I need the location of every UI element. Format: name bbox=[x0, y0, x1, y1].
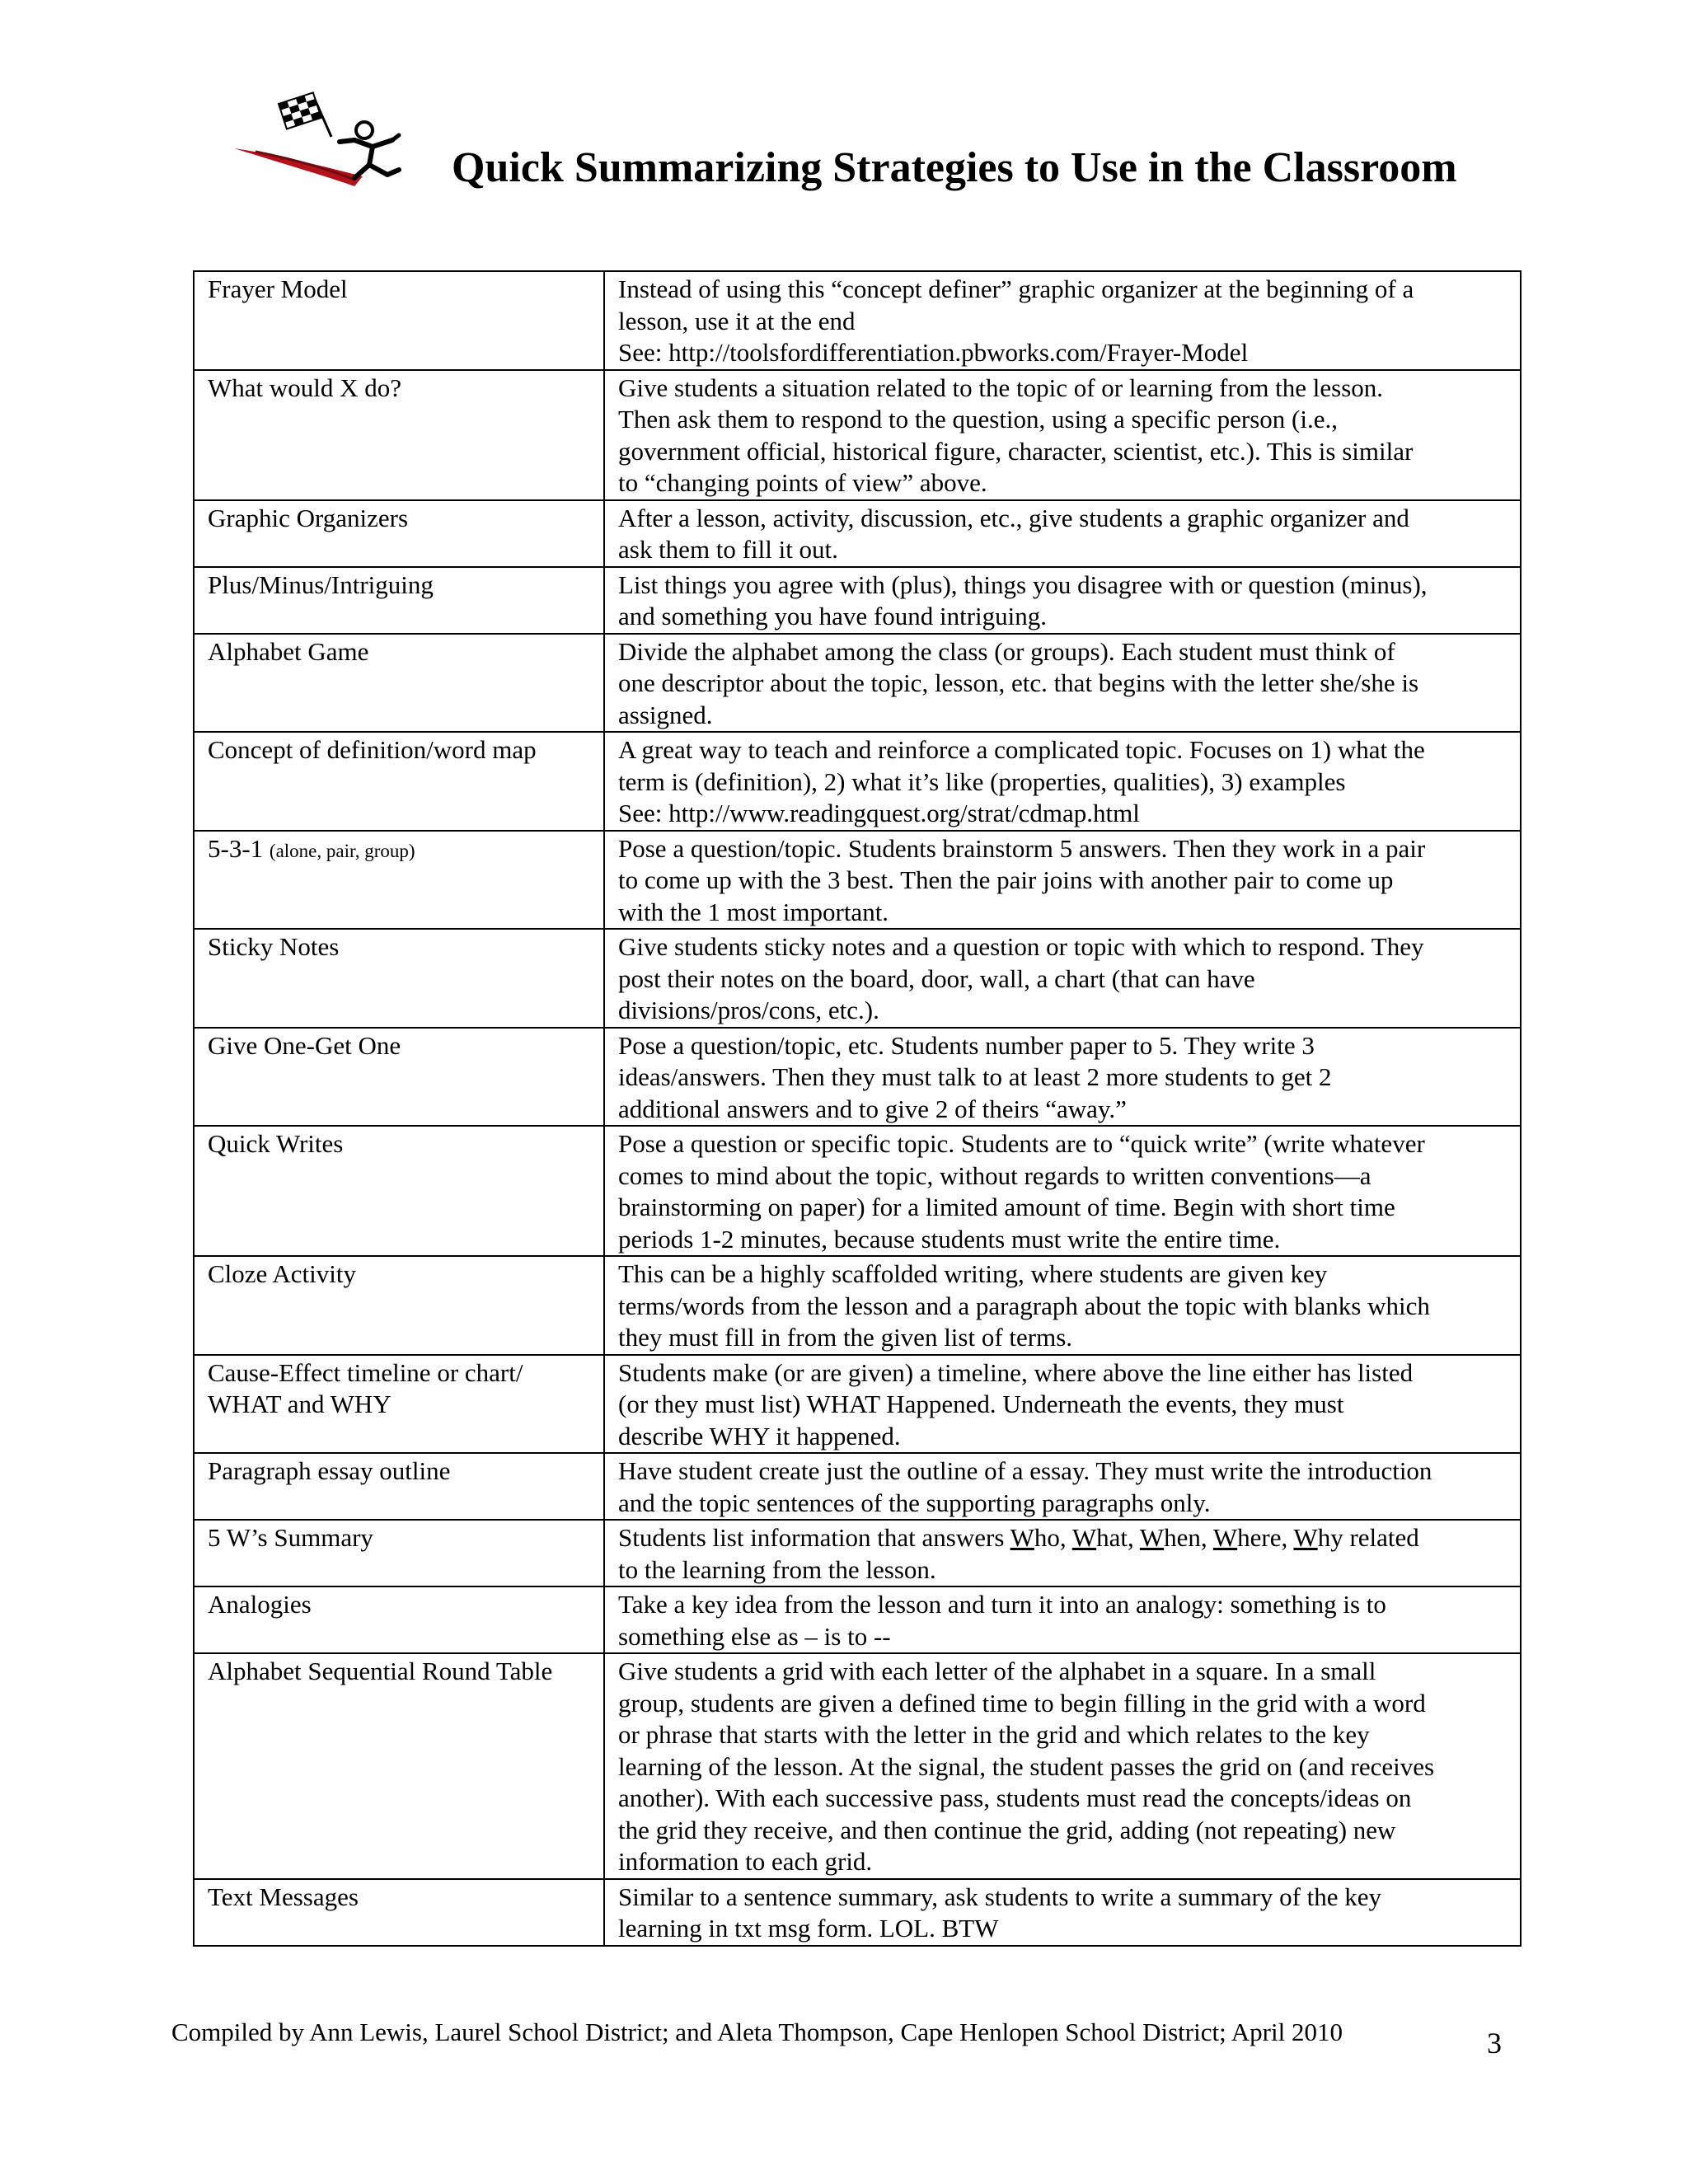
table-row bbox=[194, 831, 1521, 930]
description-line: post their notes on the board, door, wall, a chart (that can have bbox=[618, 963, 1255, 993]
strategy-name-cell bbox=[194, 1586, 604, 1653]
strategy-name-cell bbox=[194, 732, 604, 831]
underlined-letter: W bbox=[1139, 1523, 1165, 1552]
description-line: Give students sticky notes and a question or topic with which to respond. They bbox=[618, 932, 1424, 961]
strategy-name-cell bbox=[194, 634, 604, 733]
description-line: describe WHY it happened. bbox=[618, 1421, 901, 1451]
description-line: periods 1-2 minutes, because students must write the entire time. bbox=[618, 1224, 1281, 1254]
underlined-letter: W bbox=[1010, 1523, 1034, 1552]
description-line: comes to mind about the topic, without regards to written conventions—a bbox=[618, 1160, 1372, 1190]
underlined-letter: W bbox=[1071, 1523, 1097, 1552]
description-line: divisions/pros/cons, etc.). bbox=[618, 996, 879, 1024]
page-title: Quick Summarizing Strategies to Use in the Classroom bbox=[452, 144, 1457, 191]
strategy-description-cell bbox=[604, 1879, 1521, 1946]
strategies-table bbox=[193, 270, 1522, 1947]
description-line: Then ask them to respond to the question, using a specific person (i.e., bbox=[618, 405, 1338, 434]
description-line: Instead of using this “concept definer” graphic organizer at the beginning of a bbox=[618, 274, 1414, 303]
strategy-description-cell bbox=[604, 1028, 1521, 1127]
footer-credit: Compiled by Ann Lewis, Laurel School District; and Aleta Thompson, Cape Henlopen School District; April 2010 bbox=[171, 2018, 1343, 2046]
strategy-description-cell bbox=[604, 634, 1521, 733]
description-line bbox=[618, 1522, 1508, 1554]
description-line: or phrase that starts with the letter in the grid and which relates to the key bbox=[618, 1720, 1370, 1749]
table-row bbox=[194, 567, 1521, 634]
table-row bbox=[194, 500, 1521, 567]
strategy-name-cell bbox=[194, 1126, 604, 1256]
table-row bbox=[194, 1355, 1521, 1454]
strategy-description-cell bbox=[604, 732, 1521, 831]
strategy-name: Text Messages bbox=[208, 1882, 359, 1911]
strategy-name-cell bbox=[194, 831, 604, 930]
description-line: government official, historical figure, character, scientist, etc.). This is similar bbox=[618, 436, 1414, 466]
underlined-letter: W bbox=[1293, 1523, 1318, 1552]
strategy-name-cell bbox=[194, 271, 604, 370]
strategy-name-cell bbox=[194, 1653, 604, 1879]
description-line: to “changing points of view” above. bbox=[618, 468, 987, 497]
description-segment: hat, bbox=[1096, 1523, 1140, 1552]
description-line: with the 1 most important. bbox=[618, 897, 889, 926]
description-line: List things you agree with (plus), things you disagree with or question (minus), bbox=[618, 569, 1428, 599]
description-segment: hy related bbox=[1317, 1523, 1419, 1552]
description-line: learning in txt msg form. LOL. BTW bbox=[618, 1914, 999, 1943]
description-line: additional answers and to give 2 of theirs “away.” bbox=[618, 1094, 1127, 1123]
strategy-name: Cloze Activity bbox=[208, 1259, 356, 1288]
strategy-name: Give One-Get One bbox=[208, 1030, 401, 1060]
strategy-name: Frayer Model bbox=[208, 274, 348, 303]
strategy-name: Alphabet Game bbox=[208, 636, 369, 666]
strategy-description-cell bbox=[604, 1653, 1521, 1879]
strategy-description-cell bbox=[604, 929, 1521, 1028]
description-line: and the topic sentences of the supporting paragraphs only. bbox=[618, 1488, 1211, 1517]
strategy-name: Cause-Effect timeline or chart/ bbox=[208, 1357, 523, 1387]
description-line: Students make (or are given) a timeline, where above the line either has listed bbox=[618, 1357, 1414, 1387]
table-row bbox=[194, 1879, 1521, 1946]
description-line: learning of the lesson. At the signal, the student passes the grid on (and receives bbox=[618, 1751, 1435, 1781]
table-row bbox=[194, 929, 1521, 1028]
description-line: See: http://toolsfordifferentiation.pbworks.com/Frayer-Model bbox=[618, 338, 1249, 367]
strategy-name-cell bbox=[194, 567, 604, 634]
table-row bbox=[194, 1126, 1521, 1256]
strategy-name-line2: WHAT and WHY bbox=[208, 1390, 392, 1418]
description-line: This can be a highly scaffolded writing, where students are given key bbox=[618, 1259, 1328, 1288]
description-line: assigned. bbox=[618, 700, 713, 729]
description-line: Give students a grid with each letter of the alphabet in a square. In a small bbox=[618, 1657, 1376, 1685]
description-line: lesson, use it at the end bbox=[618, 306, 856, 335]
strategy-name: Plus/Minus/Intriguing bbox=[208, 569, 434, 599]
strategy-description-cell bbox=[604, 1586, 1521, 1653]
description-line: ideas/answers. Then they must talk to at least 2 more students to get 2 bbox=[618, 1062, 1332, 1091]
strategy-description-cell bbox=[604, 271, 1521, 370]
strategy-name-note: (alone, pair, group) bbox=[269, 840, 415, 861]
description-line: Take a key idea from the lesson and turn it into an analogy: something is to bbox=[618, 1590, 1386, 1619]
strategy-description-cell bbox=[604, 1520, 1521, 1586]
strategy-description-cell bbox=[604, 831, 1521, 930]
description-segment: ho, bbox=[1034, 1523, 1072, 1552]
description-line: (or they must list) WHAT Happened. Underneath the events, they must bbox=[618, 1390, 1344, 1418]
description-line: terms/words from the lesson and a paragraph about the topic with blanks which bbox=[618, 1291, 1430, 1320]
strategy-name: Analogies bbox=[208, 1590, 312, 1619]
table-row bbox=[194, 1520, 1521, 1586]
strategy-name-cell bbox=[194, 1520, 604, 1586]
description-line: Pose a question/topic. Students brainstorm 5 answers. Then they work in a pair bbox=[618, 833, 1426, 863]
table-row bbox=[194, 634, 1521, 733]
description-line: information to each grid. bbox=[618, 1847, 873, 1876]
table-row bbox=[194, 271, 1521, 370]
underlined-letter: W bbox=[1212, 1523, 1238, 1552]
table-row bbox=[194, 1256, 1521, 1355]
description-line: something else as – is to -- bbox=[618, 1621, 891, 1651]
description-line: one descriptor about the topic, lesson, etc. that begins with the letter she/she is bbox=[618, 668, 1419, 697]
strategy-name-cell bbox=[194, 500, 604, 567]
strategy-description-cell bbox=[604, 500, 1521, 567]
strategy-name: 5-3-1 bbox=[208, 833, 264, 863]
strategy-name-cell bbox=[194, 1879, 604, 1946]
page-number: 3 bbox=[1487, 2027, 1502, 2060]
description-line: Have student create just the outline of a essay. They must write the introduction bbox=[618, 1456, 1432, 1485]
table-row bbox=[194, 370, 1521, 500]
strategy-name-cell bbox=[194, 1028, 604, 1127]
description-line: Pose a question or specific topic. Students are to “quick write” (write whatever bbox=[618, 1129, 1425, 1158]
description-segment: Students list information that answers bbox=[618, 1523, 1010, 1552]
strategy-name-cell bbox=[194, 1355, 604, 1454]
strategy-name: Concept of definition/word map bbox=[208, 735, 537, 764]
description-segment: hen, bbox=[1164, 1523, 1213, 1552]
strategy-name-cell bbox=[194, 370, 604, 500]
checkered-flag-runner-icon bbox=[231, 89, 412, 196]
description-line: to the learning from the lesson. bbox=[618, 1554, 936, 1584]
strategy-description-cell bbox=[604, 1453, 1521, 1520]
strategy-name: 5 W’s Summary bbox=[208, 1523, 373, 1552]
description-line: Pose a question/topic, etc. Students number paper to 5. They write 3 bbox=[618, 1030, 1315, 1060]
description-line: to come up with the 3 best. Then the pair joins with another pair to come up bbox=[618, 865, 1394, 894]
description-line: See: http://www.readingquest.org/strat/cdmap.html bbox=[618, 799, 1140, 827]
description-line: brainstorming on paper) for a limited amount of time. Begin with short time bbox=[618, 1193, 1395, 1221]
strategy-name-cell bbox=[194, 929, 604, 1028]
strategy-name: Sticky Notes bbox=[208, 932, 340, 961]
strategy-description-cell bbox=[604, 567, 1521, 634]
strategy-name: Quick Writes bbox=[208, 1129, 344, 1158]
table-row bbox=[194, 1453, 1521, 1520]
description-line: Divide the alphabet among the class (or groups). Each student must think of bbox=[618, 636, 1395, 666]
description-line: they must fill in from the given list of terms. bbox=[618, 1323, 1073, 1352]
description-line: group, students are given a defined time to begin filling in the grid with a word bbox=[618, 1688, 1426, 1718]
strategy-description-cell bbox=[604, 1126, 1521, 1256]
table-row bbox=[194, 1586, 1521, 1653]
description-line: ask them to fill it out. bbox=[618, 535, 838, 564]
table-row bbox=[194, 1028, 1521, 1127]
strategy-name: Alphabet Sequential Round Table bbox=[208, 1657, 553, 1685]
description-line: A great way to teach and reinforce a complicated topic. Focuses on 1) what the bbox=[618, 735, 1425, 764]
strategy-name: Paragraph essay outline bbox=[208, 1456, 451, 1485]
strategy-description-cell bbox=[604, 1256, 1521, 1355]
description-line: term is (definition), 2) what it’s like (properties, qualities), 3) examples bbox=[618, 766, 1346, 796]
description-line: the grid they receive, and then continue the grid, adding (not repeating) new bbox=[618, 1815, 1396, 1844]
description-line: After a lesson, activity, discussion, etc., give students a graphic organizer and bbox=[618, 503, 1409, 532]
strategy-name-cell bbox=[194, 1453, 604, 1520]
strategy-description-cell bbox=[604, 1355, 1521, 1454]
description-line: and something you have found intriguing. bbox=[618, 602, 1048, 630]
table-row bbox=[194, 732, 1521, 831]
description-segment: here, bbox=[1237, 1523, 1294, 1552]
strategy-name-cell bbox=[194, 1256, 604, 1355]
strategy-name: What would X do? bbox=[208, 373, 402, 402]
description-line: another). With each successive pass, students must read the concepts/ideas on bbox=[618, 1783, 1412, 1812]
description-line: Similar to a sentence summary, ask students to write a summary of the key bbox=[618, 1882, 1382, 1911]
description-line: Give students a situation related to the topic of or learning from the lesson. bbox=[618, 373, 1384, 402]
strategies-table-body bbox=[194, 271, 1521, 1946]
strategy-name: Graphic Organizers bbox=[208, 503, 409, 532]
table-row bbox=[194, 1653, 1521, 1879]
strategy-description-cell bbox=[604, 370, 1521, 500]
